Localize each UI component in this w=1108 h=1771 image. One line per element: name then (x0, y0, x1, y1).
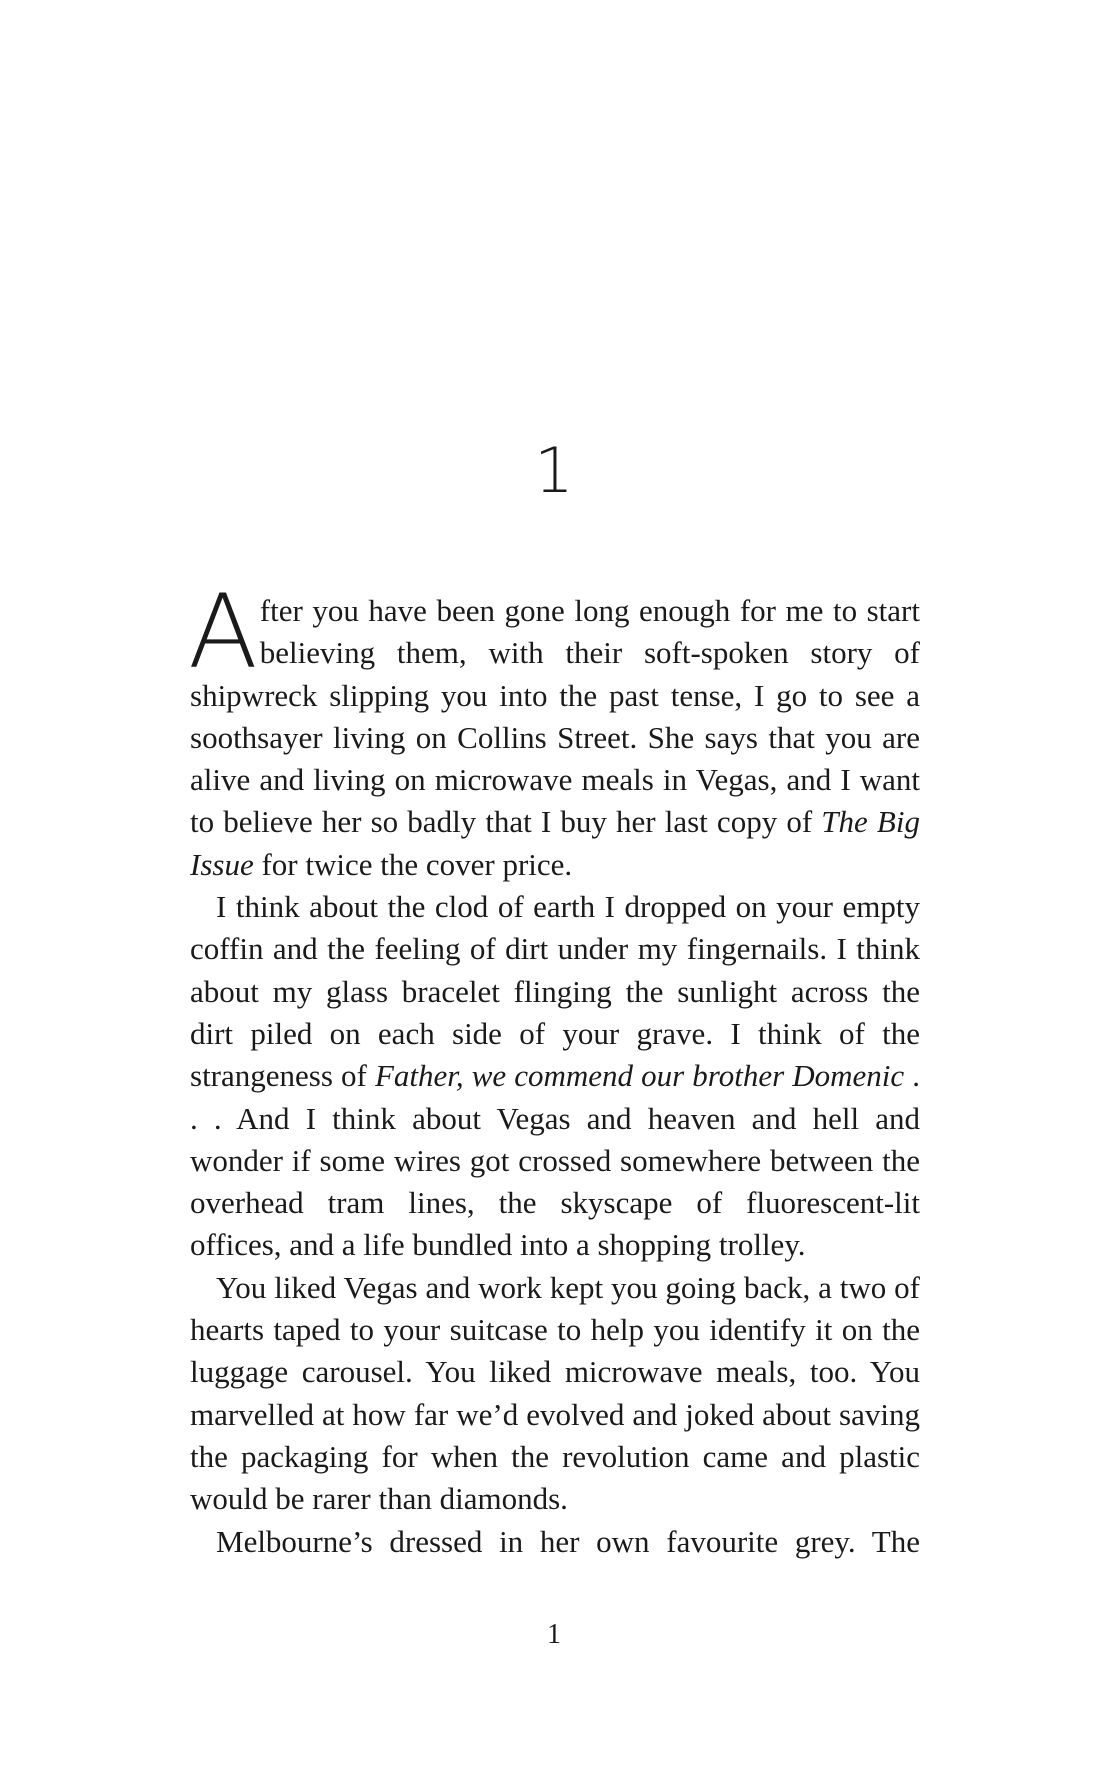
italic-quote: Father, we commend our brother Domenic (374, 1058, 905, 1094)
body-text (188, 573, 921, 1563)
paragraph-1 (188, 573, 920, 886)
paragraph-4 (190, 1521, 920, 1563)
page-number: 1 (547, 1619, 561, 1650)
chapter-number: 1 (534, 434, 574, 507)
italic-title: The Big Issue (190, 804, 920, 882)
paragraph-3 (190, 1267, 920, 1521)
paragraph-text: I think about the clod of earth I dropped on your empty coffin and the feeling of dirt under my fingernails. I think about my glass bracelet flinging the sunlight across the dirt piled on each side of your grave. I think of the strangeness of (190, 889, 920, 1094)
paragraph-text: Melbourne’s dressed in her own favourite grey. The (216, 1523, 920, 1559)
paragraph-text: for twice the cover price. (253, 846, 573, 882)
paragraph-text: fter you have been gone long enough for me to start believing them, with their soft-spoken story of shipwreck slipping you into the past tense, I go to see a soothsayer living on Collins Street. She says that you are alive and living on microwave meals in Vegas, and I want to believe her so badly that I buy her last copy of (190, 593, 920, 840)
paragraph-2 (190, 886, 920, 1267)
paragraph-text: You liked Vegas and work kept you going back, a two of hearts taped to your suitcase to help you identify it on the luggage carousel. You liked microwave meals, too. You marvelled at how far we’d evolved and joked about saving the packaging for when the revolution came and plastic would be rarer than diamonds. (190, 1269, 920, 1517)
drop-cap: A (188, 573, 258, 692)
paragraph-text: . . . And I think about Vegas and heaven and hell and wonder if some wires got crossed somewhere between the overhead tram lines, the skyscape of fluorescent-lit offices, and a life bundled into a shopping trolley. (190, 1058, 921, 1263)
